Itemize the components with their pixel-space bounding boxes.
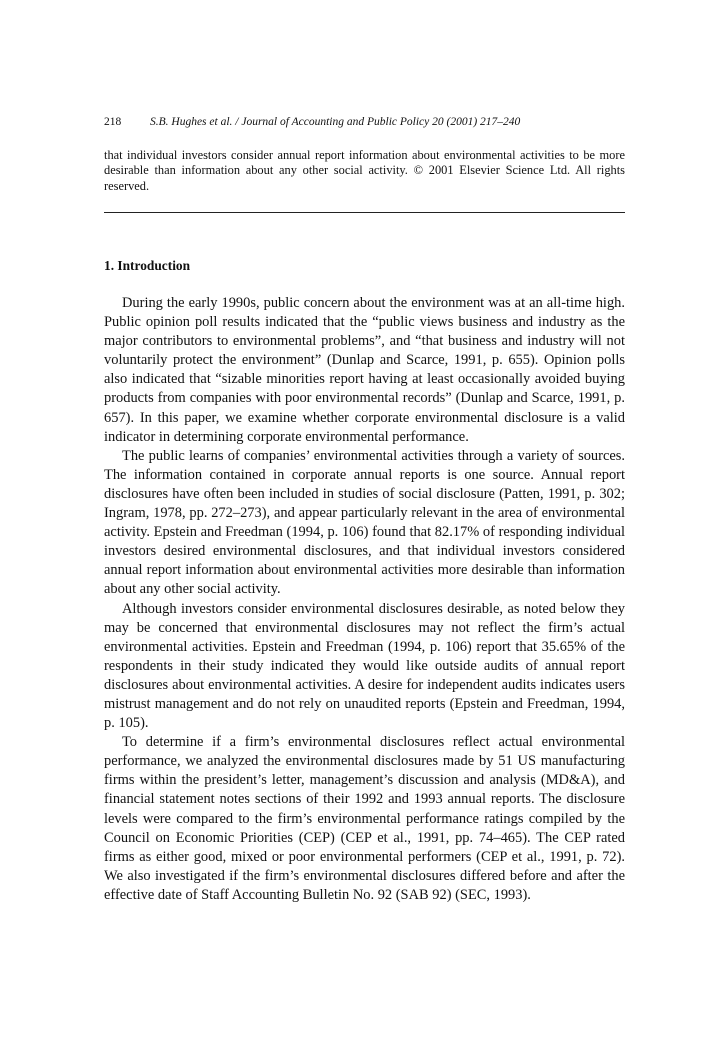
abstract-continuation: that individual investors consider annual report information about environmental activities to be more desirable than information about any other social activity. © 2001 Elsevier Science Ltd. All rights reserved.: [104, 148, 625, 193]
paragraph: The public learns of companies’ environmental activities through a variety of sources. The information contained in corporate annual reports is one source. Annual report disclosures have often been included in studies of social disclosure (Patten, 1991, p. 302; Ingram, 1978, pp. 272–273), and appear particularly relevant in the area of environmental activity. Epstein and Freedman (1994, p. 106) found that 82.17% of responding individual investors desired environmental disclosures, and that individual investors considered annual report information about environmental activities more desirable than information about any other social activity.: [104, 447, 625, 598]
page-number: 218: [104, 116, 122, 128]
paragraph: During the early 1990s, public concern about the environment was at an all-time high. Public opinion poll results indicated that the “public views business and industry as the major contributors to environmental problems”, and “that business and industry will not voluntarily protect the environment” (Dunlap and Scarce, 1991, p. 655). Opinion polls also indicated that “sizable minorities report having at least occasionally avoided buying products from companies with poor environmental records” (Dunlap and Scarce, 1991, p. 657). In this paper, we examine whether corporate environmental disclosure is a valid indicator in determining corporate environmental performance.: [104, 295, 625, 445]
running-title: S.B. Hughes et al. / Journal of Accounting and Public Policy 20 (2001) 217–240: [150, 116, 521, 128]
section-divider: [104, 212, 625, 213]
paragraph: To determine if a firm’s environmental disclosures reflect actual environmental performance, we analyzed the environmental disclosures made by 51 US manufacturing firms within the president’s letter, management’s discussion and analysis (MD&A), and financial statement notes sections of their 1992 and 1993 annual reports. The disclosure levels were compared to the firm’s environmental performance ratings compiled by the Council on Economic Priorities (CEP) (CEP et al., 1991, pp. 74–465). The CEP rated firms as either good, mixed or poor environmental performers (CEP et al., 1991, p. 72). We also investigated if the firm’s environmental disclosures differed before and after the effective date of Staff Accounting Bulletin No. 92 (SAB 92) (SEC, 1993).: [104, 734, 625, 903]
running-header: [104, 116, 625, 128]
section-heading: 1. Introduction: [104, 258, 191, 273]
paragraph: Although investors consider environmental disclosures desirable, as noted below they may be concerned that environmental disclosures may not reflect the firm’s actual environmental activities. Epstein and Freedman (1994, p. 106) report that 35.65% of the respondents in their study indicated they would like outside audits of annual report disclosures about environmental activities. A desire for independent audits indicates users mistrust management and do not rely on unaudited reports (Epstein and Freedman, 1994, p. 105).: [104, 600, 625, 732]
section-body: [104, 294, 625, 905]
